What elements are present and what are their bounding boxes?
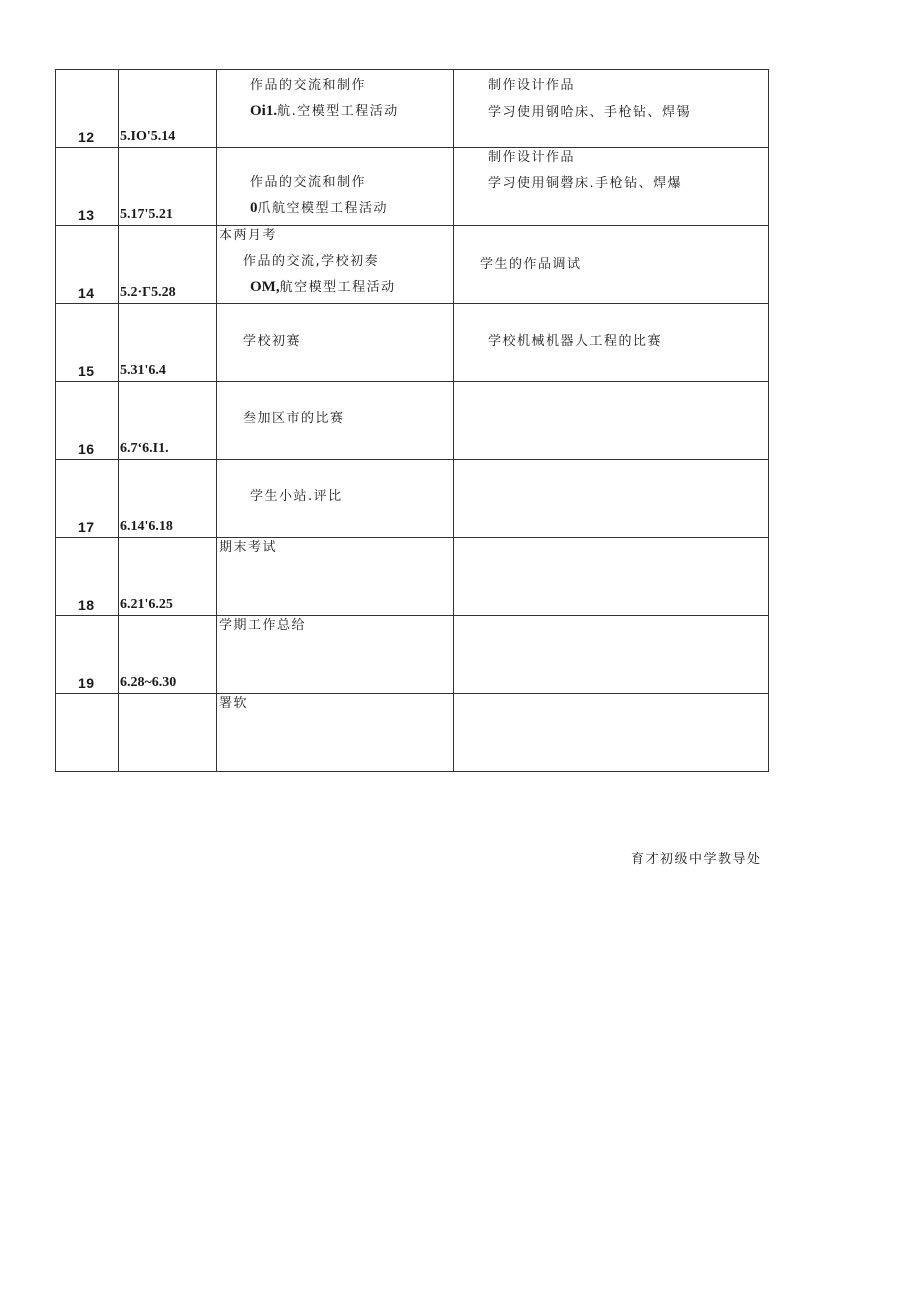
goal-line: 学生的作品调试 [480, 257, 582, 272]
week-cell [56, 616, 119, 694]
goal-cell [454, 226, 769, 304]
content-line [250, 200, 388, 217]
content-line-prefix: 0 [250, 200, 258, 216]
content-line [250, 279, 396, 296]
date-range: 5.2·Γ5.28 [120, 285, 176, 300]
week-cell [56, 70, 119, 148]
date-range: 6.7‘6.I1. [120, 441, 169, 456]
date-cell [119, 538, 217, 616]
goal-line: 学习使用铜磬床.手枪钻、焊爆 [488, 176, 683, 191]
content-line-prefix: Oi1. [250, 103, 278, 119]
week-number: 14 [78, 285, 95, 301]
table-row [56, 538, 769, 616]
content-cell [217, 694, 454, 772]
table-row [56, 460, 769, 538]
week-cell [56, 460, 119, 538]
date-range: 6.21'6.25 [120, 597, 173, 612]
date-cell [119, 226, 217, 304]
table-row [56, 70, 769, 148]
schedule-table [55, 69, 769, 772]
date-cell [119, 382, 217, 460]
week-cell [56, 382, 119, 460]
content-cell [217, 616, 454, 694]
table-row [56, 304, 769, 382]
content-line [250, 103, 399, 120]
content-line: 作品的交流和制作 [250, 175, 367, 190]
content-cell [217, 382, 454, 460]
goal-cell [454, 70, 769, 148]
date-cell [119, 70, 217, 148]
goal-cell [454, 460, 769, 538]
week-number: 12 [78, 129, 95, 145]
goal-cell [454, 538, 769, 616]
date-cell [119, 148, 217, 226]
week-cell [56, 226, 119, 304]
content-cell [217, 538, 454, 616]
date-cell [119, 304, 217, 382]
goal-cell [454, 382, 769, 460]
content-cell [217, 70, 454, 148]
content-line-prefix: OM, [250, 279, 280, 295]
table-row [56, 226, 769, 304]
goal-line: 制作设计作品 [488, 78, 576, 93]
goal-cell [454, 304, 769, 382]
week-cell [56, 148, 119, 226]
content-line: 叁加区市的比赛 [243, 411, 345, 426]
goal-cell [454, 148, 769, 226]
date-cell [119, 460, 217, 538]
content-line: 期末考试 [219, 540, 278, 555]
week-number: 15 [78, 363, 95, 379]
content-line-text: 航空模型工程活动 [279, 280, 396, 295]
content-line: 学期工作总给 [219, 618, 307, 633]
week-number: 13 [78, 207, 95, 223]
table-row [56, 148, 769, 226]
content-line: 学校初赛 [243, 334, 302, 349]
week-number: 19 [78, 675, 95, 691]
content-line: 学生小站.评比 [250, 489, 343, 504]
week-cell [56, 304, 119, 382]
goal-line: 学习使用钢哈床、手枪钻、焊锡 [488, 105, 692, 120]
table-row [56, 616, 769, 694]
content-cell [217, 226, 454, 304]
goal-line: 学校机械机器人工程的比赛 [488, 334, 663, 349]
week-cell [56, 538, 119, 616]
week-number: 17 [78, 519, 95, 535]
week-number: 16 [78, 441, 95, 457]
content-line: 作品的交流,学校初奏 [243, 254, 380, 269]
date-range: 5.IO'5.14 [120, 129, 176, 144]
goal-cell [454, 616, 769, 694]
footer-signature: 育才初级中学教导处 [631, 852, 762, 867]
date-cell [119, 694, 217, 772]
content-line: 作品的交流和制作 [250, 78, 367, 93]
goal-cell [454, 694, 769, 772]
week-number: 18 [78, 597, 95, 613]
content-cell [217, 460, 454, 538]
content-cell [217, 148, 454, 226]
content-line: 本两月考 [219, 228, 278, 243]
week-cell [56, 694, 119, 772]
date-cell [119, 616, 217, 694]
date-range: 6.28~6.30 [120, 675, 177, 690]
date-range: 6.14'6.18 [120, 519, 173, 534]
content-line-text: 爪航空模型工程活动 [257, 201, 389, 216]
content-line: 署软 [219, 696, 249, 711]
date-range: 5.31'6.4 [120, 363, 166, 378]
date-range: 5.17'5.21 [120, 207, 173, 222]
content-line-text: 航.空模型工程活动 [277, 104, 399, 119]
goal-line: 制作设计作品 [488, 150, 576, 165]
table-row [56, 694, 769, 772]
content-cell [217, 304, 454, 382]
table-row [56, 382, 769, 460]
